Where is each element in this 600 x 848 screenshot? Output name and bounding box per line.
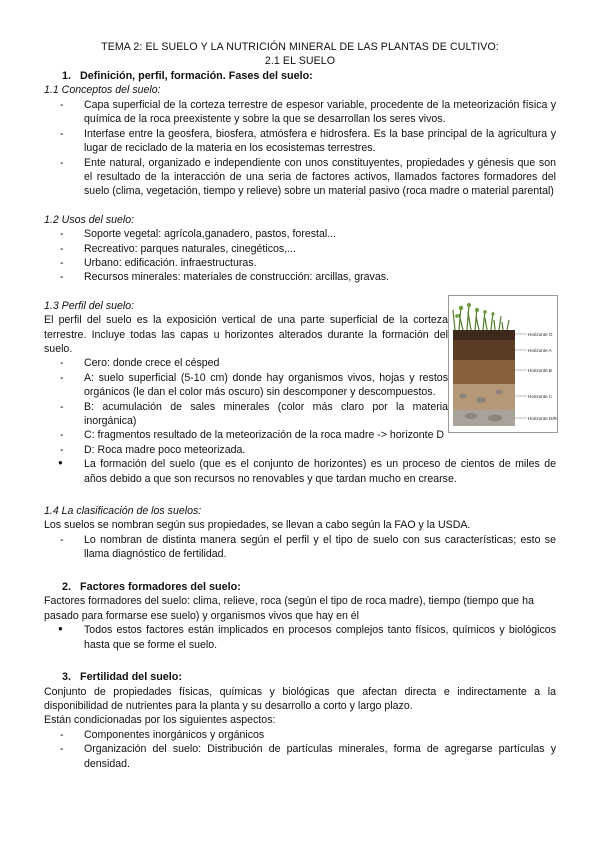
figure-label-c: Horizonte C [528,393,553,399]
soil-profile-image [449,296,557,432]
subsection-clasificacion-title: 1.4 La clasificación de los suelos: [44,505,202,518]
list-item: - Capa superficial de la corteza terrestre de espesor variable, procedente de la meteorización física y química de la roca preexistente y sobre la que se desarrollan los seres vivos. [44,98,556,127]
section-3-heading [44,670,556,685]
list-item: - Interfase entre la geosfera, biosfera, atmósfera e hidrosfera. Es la base principal de la agricultura y lugar de reciclado de la materia en los ecosistemas terrestres. [44,127,556,156]
horizons-list [44,356,448,457]
soil-profile-figure [448,295,558,433]
list-item: - Ente natural, organizado e independiente con unos constituyentes, propiedades y génesis que son el resultado de la interacción de una seria de factores activos, llamados factores formadores del suelo (clima, vegetación, tiempo y relieve) sobre un material pasivo (roca madre o material parental) [44,156,556,199]
list-item: - D: Roca madre poco meteorizada. [44,443,448,457]
section-1-number: 1. [62,69,72,82]
perfil-bullet-list [44,457,556,486]
list-item: - B: acumulación de sales minerales (color más claro por la materia inorgánica) [44,400,448,429]
figure-label-o: Horizonte O [528,331,553,337]
subsection-perfil-title: 1.3 Perfil del suelo: [44,299,135,312]
conceptos-list [44,98,556,199]
perfil-section [44,299,556,457]
list-item: - Lo nombran de distinta manera según el perfil y el tipo de suelo con sus características; esto se llama diagnóstico de fertilidad. [44,533,556,562]
list-item: - A: suelo superficial (5-10 cm) donde hay organismos vivos, hojas y restos orgánicos (le dan el color más oscuro) sin descomponer y descompuestos. [44,371,448,400]
document-subtitle: 2.1 EL SUELO [264,55,336,68]
list-item: - C: fragmentos resultado de la meteorización de la roca madre -> horizonte D [44,428,448,442]
list-item: - Recursos minerales: materiales de construcción: arcillas, gravas. [44,270,556,284]
list-item: ● Todos estos factores están implicados en procesos complejos tanto físicos, químicos y biológicos hasta que se forme el suelo. [44,623,556,652]
section-2-title: Factores formadores del suelo: [80,580,241,593]
section-3-intro2: Están condicionadas por los siguientes aspectos: [44,714,276,727]
section-2-intro: Factores formadores del suelo: clima, relieve, roca (según el tipo de roca madre), tiempo (tiempo que ha pasado para formarse ese suelo) y organismos vivos que hay en él [44,595,534,622]
section-3-number: 3. [62,670,72,683]
list-item: - Organización del suelo: Distribución de partículas minerales, forma de agregarse partículas y densidad. [44,742,556,771]
list-item: - Cero: donde crece el césped [44,356,448,370]
perfil-intro: El perfil del suelo es la exposición vertical de una parte superficial de la corteza terrestre. Incluye todas las capas u horizontes alterados durante la formación del suelo. [44,314,448,355]
document-title: TEMA 2: EL SUELO Y LA NUTRICIÓN MINERAL DE LAS PLANTAS DE CULTIVO: [101,41,499,53]
list-item: - Soporte vegetal: agrícola,ganadero, pastos, forestal... [44,227,556,241]
usos-list [44,227,556,285]
section-3-title: Fertilidad del suelo: [80,670,182,683]
figure-label-a: Horizonte A [528,347,552,353]
section-3-intro: Conjunto de propiedades físicas, químicas y biológicas que afectan directa e indirectamente a la disponibilidad de nutrientes para la planta y su desarrollo a corto y largo plazo. [44,685,556,713]
list-item: - Urbano: edificación. infraestructuras. [44,256,556,270]
figure-label-b: Horizonte B [528,367,553,373]
clasificacion-list [44,533,556,562]
section-2-bullets [44,623,556,652]
subsection-usos-title: 1.2 Usos del suelo: [44,213,135,226]
list-item: - Componentes inorgánicos y orgánicos [44,728,556,742]
section-1-heading [44,69,556,84]
list-item: - Recreativo: parques naturales, cinegéticos,... [44,242,556,256]
section-2-number: 2. [62,580,72,593]
section-2-heading [44,580,556,595]
document-page [44,40,556,771]
clasificacion-intro: Los suelos se nombran según sus propiedades, se llevan a cabo según la FAO y la USDA. [44,519,471,532]
section-3-list [44,728,556,771]
section-1-title: Definición, perfil, formación. Fases del suelo: [80,69,313,82]
figure-label-d: Horizonte D/R [528,415,557,421]
subsection-conceptos-title: 1.1 Conceptos del suelo: [44,84,161,97]
list-item: ● La formación del suelo (que es el conjunto de horizontes) es un proceso de cientos de miles de años debido a que son recursos no renovables y que tardan mucho en crearse. [44,457,556,486]
